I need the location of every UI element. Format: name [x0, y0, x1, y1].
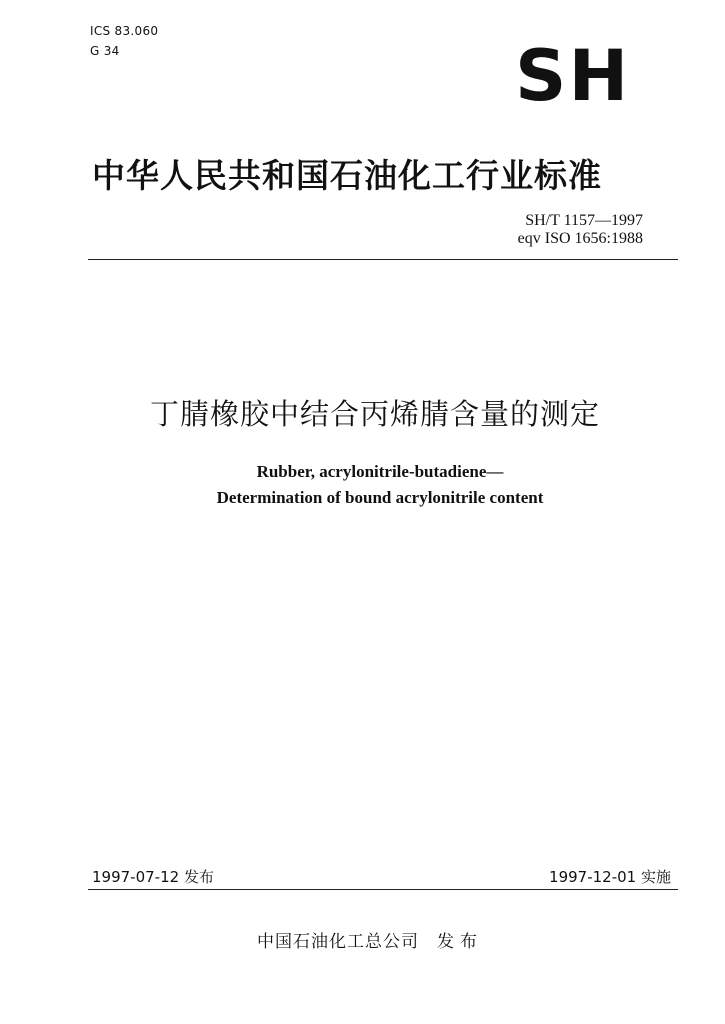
standard-number: SH/T 1157—1997 — [525, 212, 643, 229]
sh-logo: SH — [515, 35, 631, 117]
iso-equivalence: eqv ISO 1656:1988 — [517, 230, 643, 247]
publisher-name: 中国石油化工总公司 — [257, 932, 419, 952]
standard-category-title: 中华人民共和国石油化工行业标准 — [92, 156, 602, 195]
publish-action: 发布 — [437, 932, 483, 952]
document-title-english-line-1: Rubber, acrylonitrile-butadiene— — [256, 462, 504, 481]
header-divider — [88, 259, 678, 260]
ccs-code: G 34 — [90, 44, 120, 58]
document-title-english-line-2: Determination of bound acrylonitrile content — [216, 488, 544, 507]
issue-date: 1997-07-12 发布 — [92, 868, 214, 886]
implementation-date: 1997-12-01 实施 — [549, 868, 671, 886]
publisher-line — [180, 927, 560, 952]
footer-divider — [88, 889, 678, 890]
document-title-chinese: 丁腈橡胶中结合丙烯腈含量的测定 — [149, 397, 600, 431]
ics-code: ICS 83.060 — [90, 24, 159, 38]
